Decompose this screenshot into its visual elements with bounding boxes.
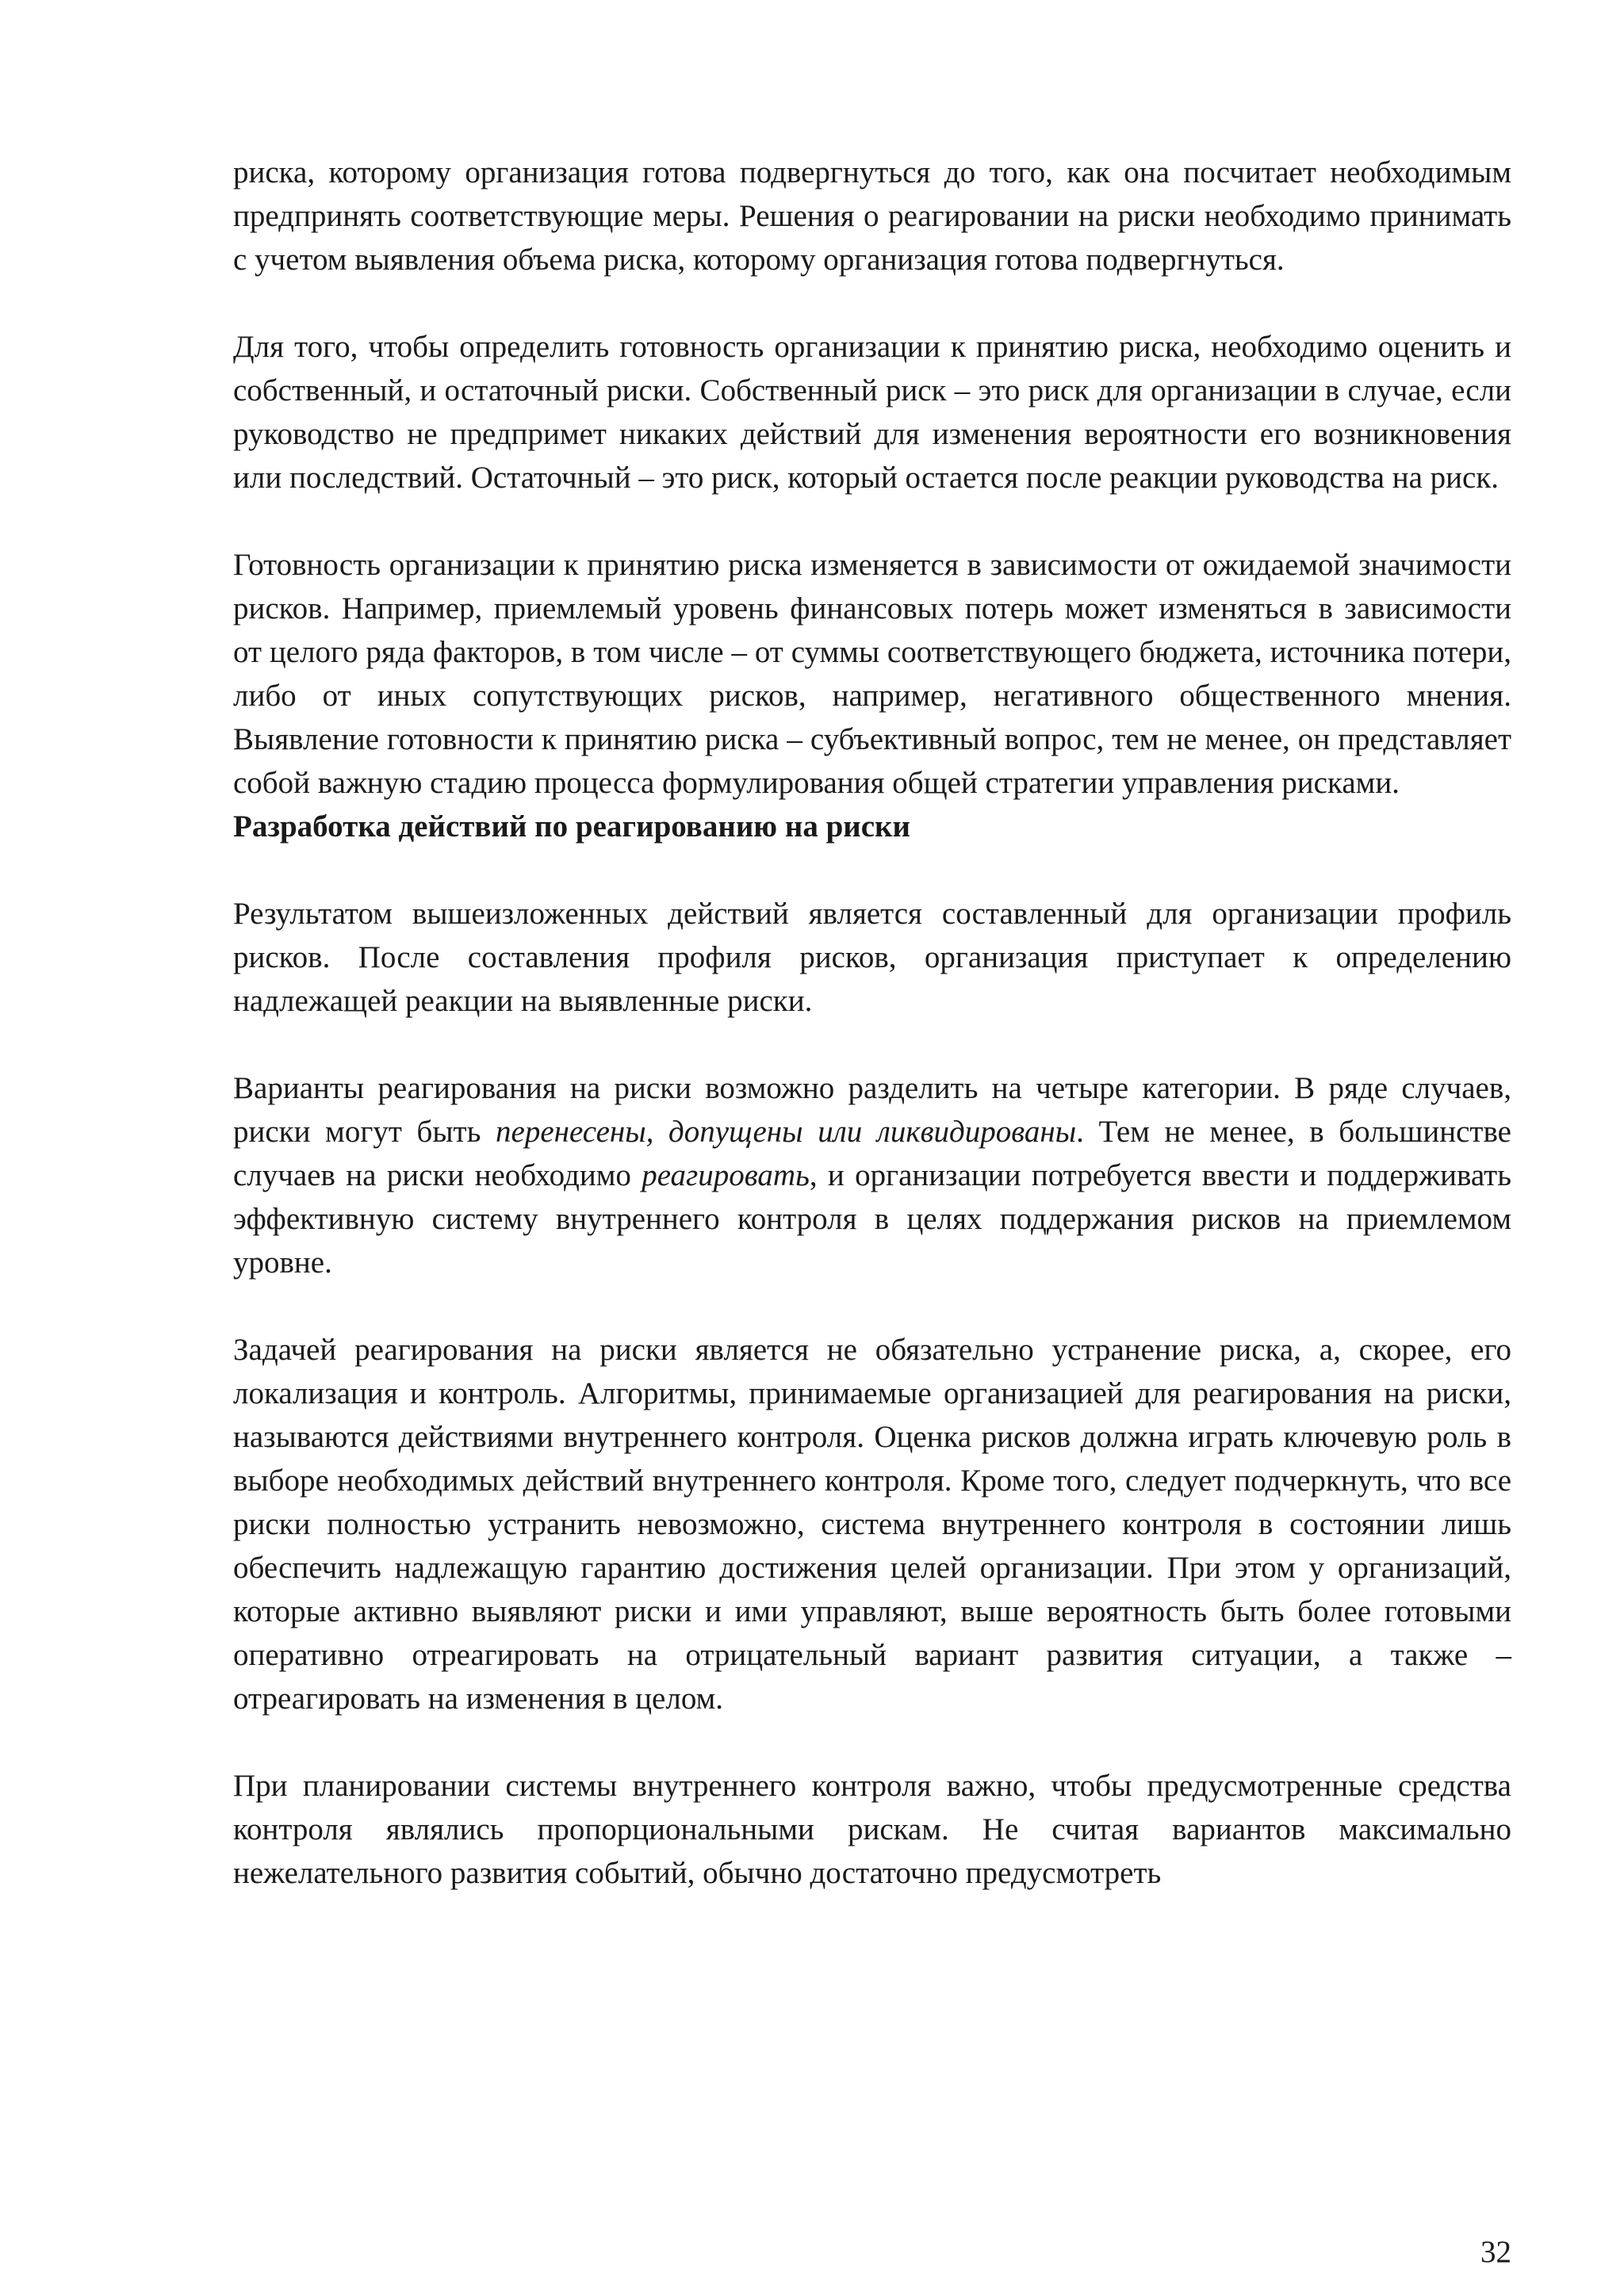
section-heading: Разработка действий по реагированию на риски xyxy=(233,809,910,844)
paragraph-response-options-italic-1: перенесены, допущены или ликвидированы xyxy=(496,1115,1077,1149)
paragraph-response-options-italic-2: реагировать xyxy=(642,1158,810,1192)
page-body xyxy=(233,151,1511,1895)
paragraph-response-options xyxy=(233,1066,1511,1284)
paragraph-control-planning: При планировании системы внутреннего контроля важно, чтобы предусмотренные средства контроля являлись пропорциональными рискам. Не считая вариантов максимально нежелательного развития событий, обычно достаточно предусмотреть xyxy=(233,1769,1511,1890)
paragraph-risk-profile: Результатом вышеизложенных действий является составленный для организации профиль рисков. После составления профиля рисков, организация приступает к определению надлежащей реакции на выявленные риски. xyxy=(233,897,1511,1018)
paragraph-response-options-text-3: , и организации потребуется ввести и поддерживать эффективную систему внутреннего контроля в целях поддержания рисков на приемлемом уровне. xyxy=(233,1158,1511,1280)
paragraph-risk-readiness: Готовность организации к принятию риска изменяется в зависимости от ожидаемой значимости рисков. Например, приемлемый уровень финансовых потерь может изменяться в зависимости от целого ряда факторов, в том числе – от суммы соответствующего бюджета, источника потери, либо от иных сопутствующих рисков, например, негативного общественного мнения. Выявление готовности к принятию риска – субъективный вопрос, тем не менее, он представляет собой важную стадию процесса формулирования общей стратегии управления рисками. xyxy=(233,548,1511,800)
paragraph-risk-appetite-intro: риска, которому организация готова подвергнуться до того, как она посчитает необходимым предпринять соответствующие меры. Решения о реагировании на риски необходимо принимать с учетом выявления объема риска, которому организация готова подвергнуться. xyxy=(233,155,1511,277)
page-number: 32 xyxy=(1480,2235,1511,2269)
paragraph-internal-control-tasks: Задачей реагирования на риски является не обязательно устранение риска, а, скорее, его локализация и контроль. Алгоритмы, принимаемые организацией для реагирования на риски, называются действиями внутреннего контроля. Оценка рисков должна играть ключевую роль в выборе необходимых действий внутреннего контроля. Кроме того, следует подчеркнуть, что все риски полностью устранить невозможно, система внутреннего контроля в состоянии лишь обеспечить надлежащую гарантию достижения целей организации. При этом у организаций, которые активно выявляют риски и ими управляют, выше вероятность быть более готовыми оперативно отреагировать на отрицательный вариант развития ситуации, а также – отреагировать на изменения в целом. xyxy=(233,1333,1511,1716)
paragraph-response-options-text-2: . Тем не менее, в большинстве случаев на риски необходимо xyxy=(233,1115,1511,1192)
paragraph-inherent-residual-risk: Для того, чтобы определить готовность организации к принятию риска, необходимо оценить и собственный, и остаточный риски. Собственный риск – это риск для организации в случае, если руководство не предпримет никаких действий для изменения вероятности его возникновения или последствий. Остаточный – это риск, который остается после реакции руководства на риск. xyxy=(233,330,1511,495)
paragraph-response-options-text-1: Варианты реагирования на риски возможно разделить на четыре категории. В ряде случаев, риски могут быть xyxy=(233,1071,1511,1149)
